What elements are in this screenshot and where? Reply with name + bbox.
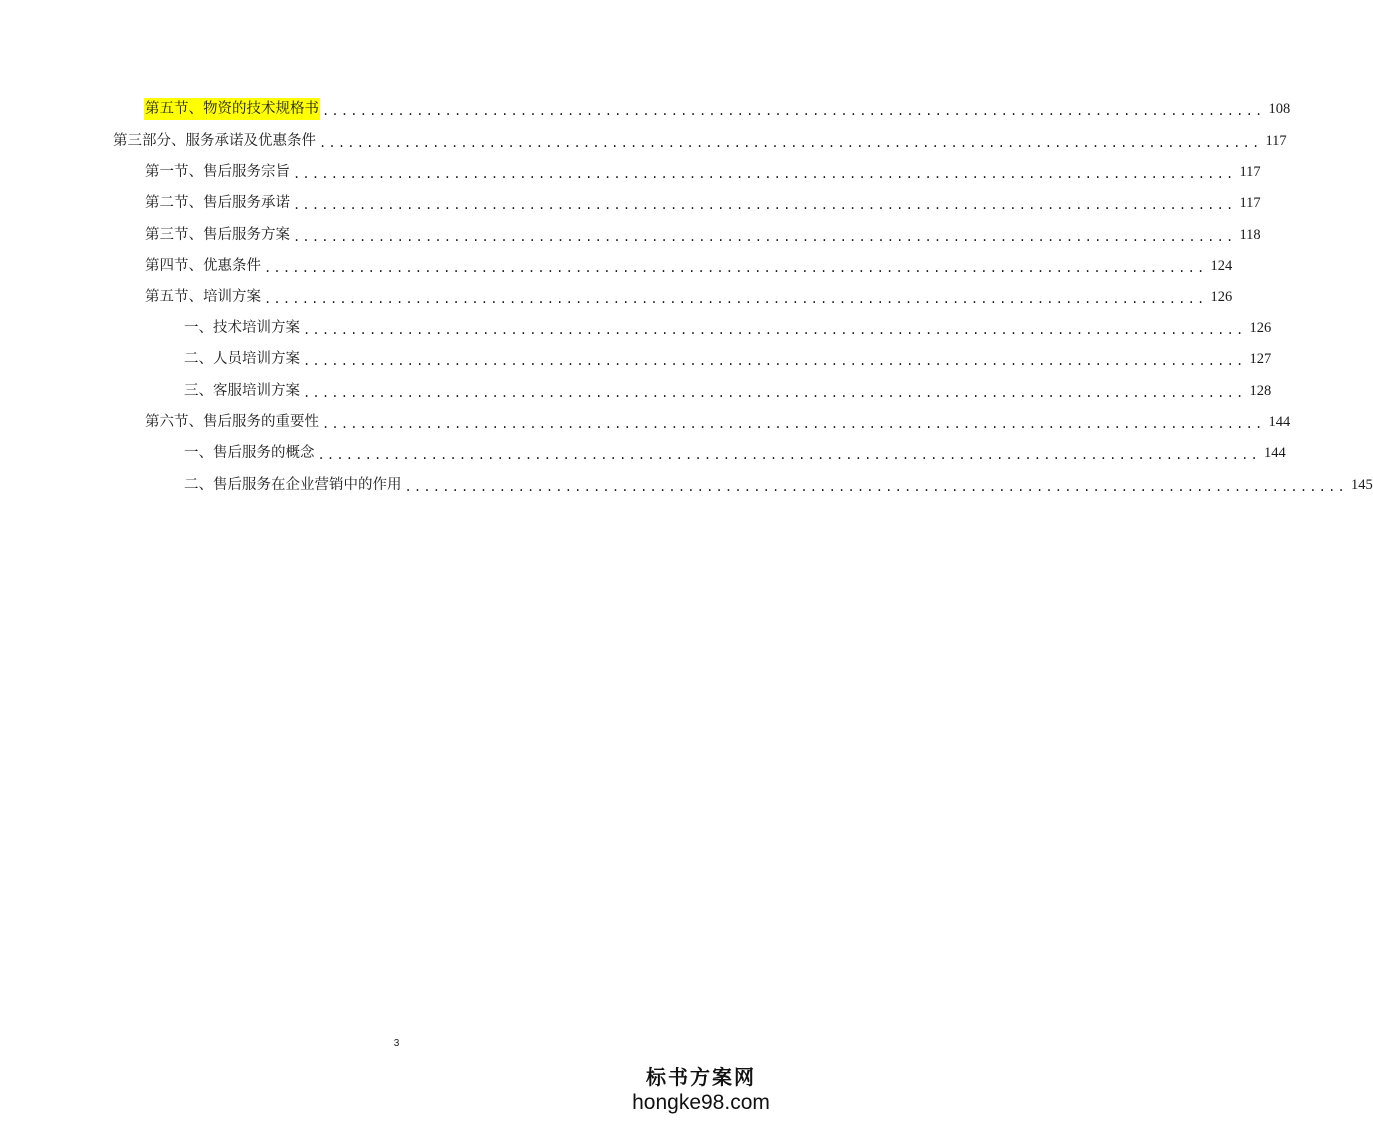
toc-entry[interactable]: [183, 348, 1272, 370]
toc-leader-dots: ....................................................................................................: [317, 448, 1260, 462]
toc-leader-dots: ....................................................................................................: [404, 480, 1347, 494]
toc-entry-page: 128: [1249, 383, 1272, 399]
toc-entry-title: 一、售后服务的概念: [184, 445, 315, 461]
toc-entry[interactable]: [144, 192, 1261, 214]
toc-entry-title: 第五节、培训方案: [145, 289, 261, 305]
toc-entry-page: 124: [1210, 258, 1233, 274]
toc-entry[interactable]: [183, 474, 1373, 496]
toc-entry-page: 117: [1265, 133, 1287, 149]
toc-entry-page: 144: [1263, 445, 1286, 461]
watermark-site-url: hongke98.com: [632, 1091, 770, 1114]
toc-leader-dots: ....................................................................................................: [293, 230, 1236, 244]
toc-entry-title: 二、售后服务在企业营销中的作用: [184, 477, 402, 493]
toc-entry-title: 第三节、售后服务方案: [145, 227, 290, 243]
toc-entry-page: 126: [1210, 289, 1233, 305]
watermark-site-name: 标书方案网: [646, 1065, 756, 1089]
toc-entry-title: 三、客服培训方案: [184, 383, 300, 399]
toc-leader-dots: ....................................................................................................: [303, 323, 1246, 337]
toc-leader-dots: ....................................................................................................: [322, 104, 1265, 118]
toc-entry[interactable]: [183, 317, 1272, 339]
toc-leader-dots: ....................................................................................................: [264, 261, 1207, 275]
toc-entry[interactable]: [183, 442, 1286, 464]
toc-entry-page: 144: [1268, 414, 1291, 430]
toc-entry[interactable]: [144, 161, 1261, 183]
toc-entry-title: 第二节、售后服务承诺: [145, 195, 290, 211]
toc-entry[interactable]: [183, 380, 1272, 402]
toc-entry-page: 118: [1239, 227, 1261, 243]
toc-entry[interactable]: [144, 286, 1233, 308]
toc-entry[interactable]: [144, 98, 1291, 120]
toc-entry-title: 第三部分、服务承诺及优惠条件: [113, 133, 316, 149]
toc-leader-dots: ....................................................................................................: [303, 354, 1246, 368]
toc-leader-dots: ....................................................................................................: [293, 198, 1236, 212]
toc-entry-title: 一、技术培训方案: [184, 320, 300, 336]
toc-entry-page: 117: [1239, 195, 1261, 211]
toc-entry[interactable]: [112, 130, 1287, 152]
toc-entry-page: 145: [1350, 477, 1373, 493]
toc-entry-title: 二、人员培训方案: [184, 351, 300, 367]
toc-entry[interactable]: [144, 224, 1261, 246]
toc-entry[interactable]: [144, 411, 1291, 433]
toc-entry-page: 126: [1249, 320, 1272, 336]
toc-entry[interactable]: [144, 255, 1233, 277]
toc-leader-dots: ....................................................................................................: [264, 292, 1207, 306]
toc-leader-dots: ....................................................................................................: [322, 417, 1265, 431]
toc-leader-dots: ....................................................................................................: [319, 136, 1262, 150]
toc-entry-title: 第五节、物资的技术规格书: [144, 98, 320, 120]
watermark: [621, 1064, 781, 1116]
toc-entry-page: 127: [1249, 351, 1272, 367]
toc-leader-dots: ....................................................................................................: [303, 386, 1246, 400]
page-number: 3: [393, 1038, 400, 1049]
toc-entry-title: 第六节、售后服务的重要性: [145, 414, 319, 430]
toc-entry-page: 108: [1268, 101, 1291, 117]
toc-entry-title: 第一节、售后服务宗旨: [145, 164, 290, 180]
toc-leader-dots: ....................................................................................................: [293, 167, 1236, 181]
toc-entry-page: 117: [1239, 164, 1261, 180]
toc-entry-title: 第四节、优惠条件: [145, 258, 261, 274]
